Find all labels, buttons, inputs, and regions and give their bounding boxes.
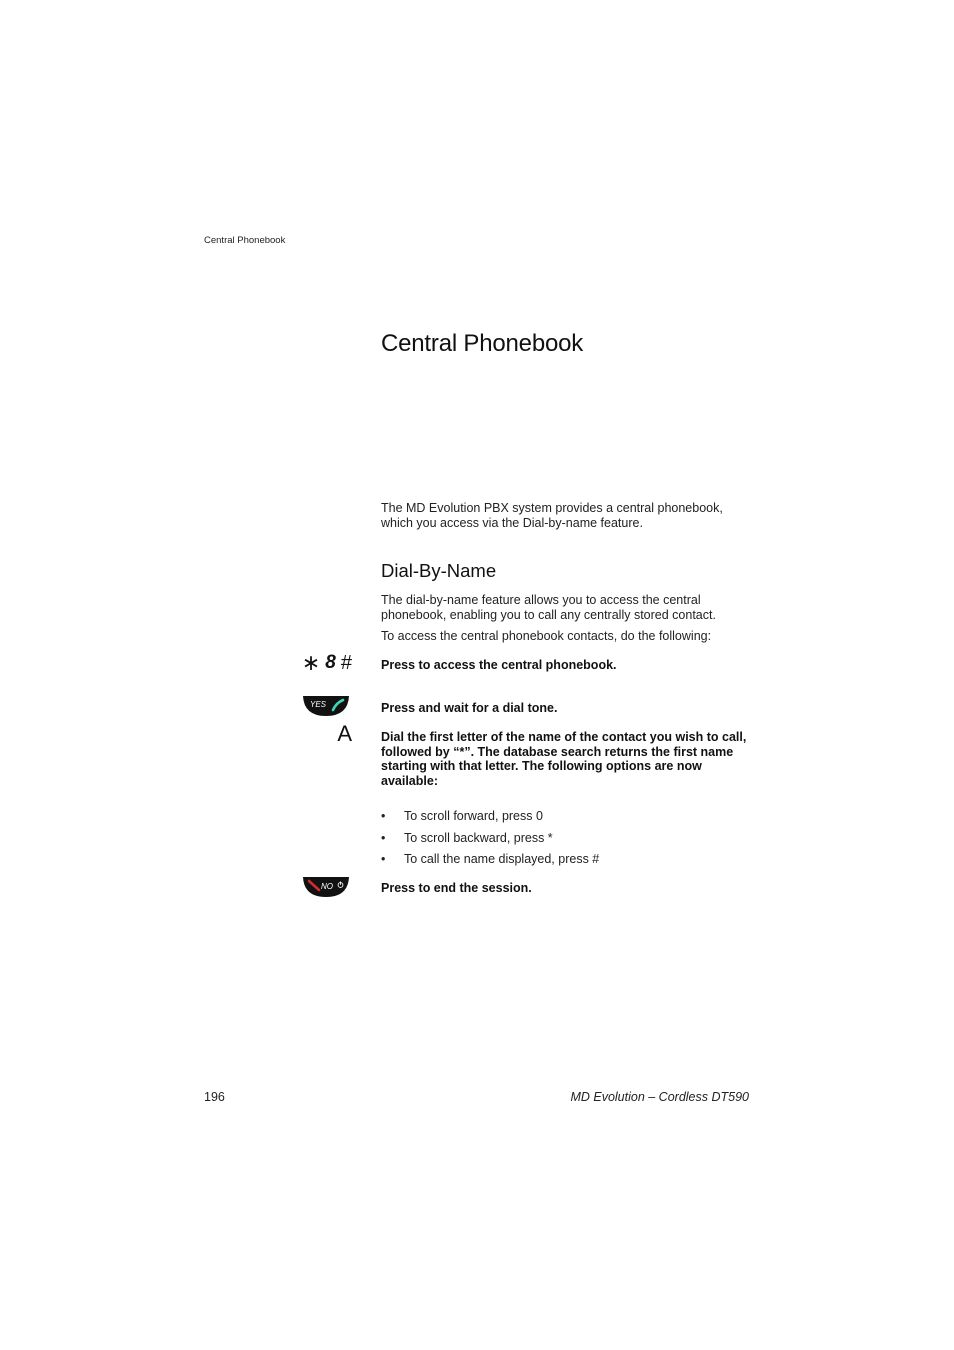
bullet-icon: • [381,830,386,845]
list-item [381,851,599,873]
section-title: Dial-By-Name [381,560,497,581]
yes-key-label: YES [310,700,327,709]
letter-a-key: A [337,721,352,746]
document-title: MD Evolution – Cordless DT590 [570,1090,749,1104]
no-end-call-key-icon [302,876,350,898]
running-header: Central Phonebook [204,235,286,246]
step-dial-first-letter: Dial the first letter of the name of the contact you wish to call, followed by “*”. The database search returns the first name starting with that letter. The following options are now available: [381,730,747,788]
page-title: Central Phonebook [381,330,584,357]
bullet-icon: • [381,852,386,866]
step-wait-dial-tone: Press and wait for a dial tone. [381,701,558,715]
options-list [381,808,599,873]
list-item [381,808,599,830]
intro-paragraph: The MD Evolution PBX system provides a central phonebook, which you access via the Dial-by-name feature. [381,501,723,530]
star-8-hash-key-combo [292,652,352,674]
option-scroll-forward: To scroll forward, press 0 [404,809,543,823]
hash-key-icon: # [340,651,352,674]
star-key-icon: ∗ [301,650,321,675]
yes-call-key-icon [302,695,350,717]
no-key-label: NO [321,882,333,891]
section-paragraph-1: The dial-by-name feature allows you to access the central phonebook, enabling you to call any centrally stored contact. [381,593,716,622]
page-number: 196 [204,1090,225,1104]
option-call-name: To call the name displayed, press # [404,852,600,866]
list-item [381,830,599,852]
bullet-icon: • [381,809,386,823]
section-paragraph-2: To access the central phonebook contacts, do the following: [381,629,712,643]
option-scroll-backward: To scroll backward, press * [404,830,553,845]
step-end-session: Press to end the session. [381,881,532,895]
digit-8-key: 8 [325,652,336,673]
step-press-access-phonebook: Press to access the central phonebook. [381,658,617,672]
